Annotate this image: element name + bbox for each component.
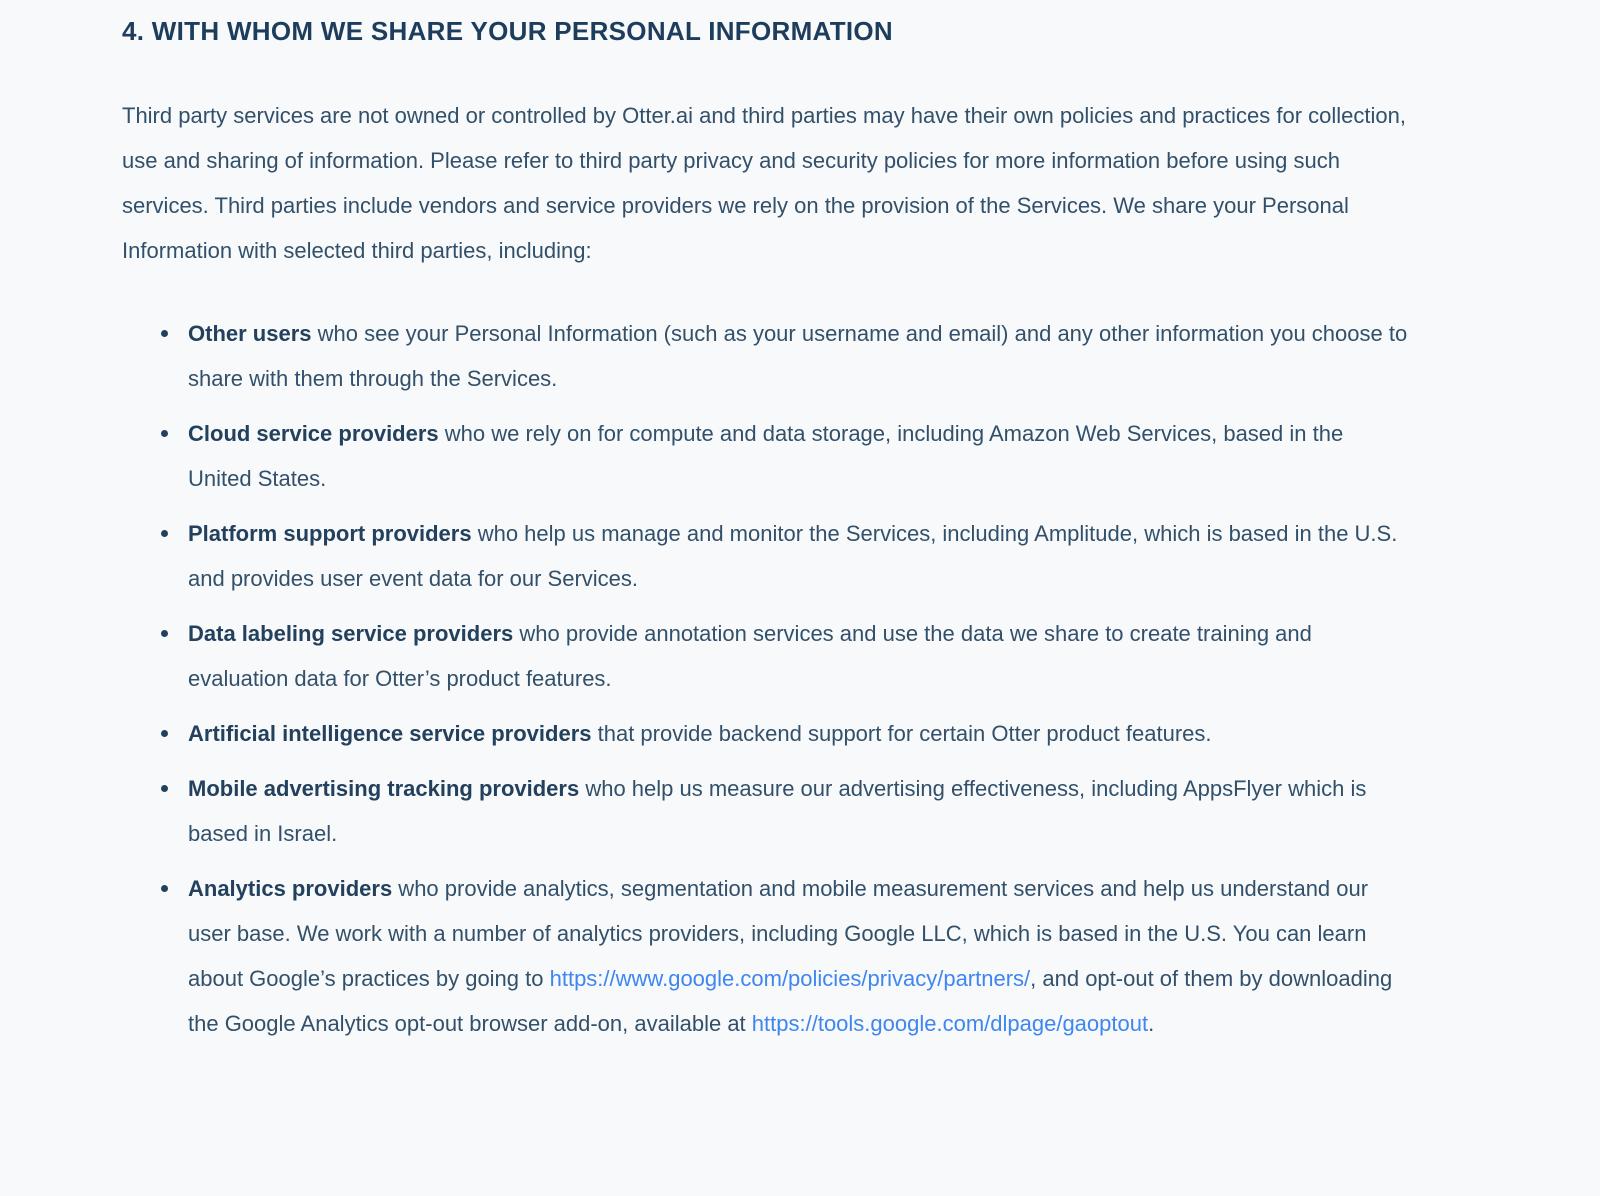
list-item-text: who provide analytics, segmentation and mobile measurement services and help us understand our user base. We work with a number of analytics providers, including Google LLC, which is based in the U.S. You can learn about Google’s practices by going to — [188, 876, 1369, 991]
list-item-text: who help us measure our advertising effectiveness, including AppsFlyer which is based in Israel. — [188, 776, 1367, 846]
list-item-text: who help us manage and monitor the Services, including Amplitude, which is based in the U.S. and provides user event data for our Services. — [188, 521, 1398, 591]
list-item-other-users — [122, 311, 1408, 401]
google-analytics-optout-link[interactable]: https://tools.google.com/dlpage/gaoptout — [751, 1011, 1149, 1036]
list-item-lead: Platform support providers — [188, 521, 472, 546]
list-item-platform-support-providers — [122, 511, 1408, 601]
list-item-ai-service-providers — [122, 711, 1408, 756]
section-heading: 4. WITH WHOM WE SHARE YOUR PERSONAL INFORMATION — [122, 16, 893, 46]
google-privacy-partners-link[interactable]: https://www.google.com/policies/privacy/partners/ — [549, 966, 1031, 991]
list-item-lead: Data labeling service providers — [188, 621, 514, 646]
list-item-text: , and opt-out of them by downloading the Google Analytics opt-out browser add-on, available at — [188, 966, 1393, 1036]
list-item-cloud-service-providers — [122, 411, 1408, 501]
list-item-data-labeling-service-providers — [122, 611, 1408, 701]
list-item-text: who provide annotation services and use the data we share to create training and evaluation data for Otter’s product features. — [188, 621, 1312, 691]
list-item-text: that provide backend support for certain Otter product features. — [591, 721, 1212, 746]
list-item-lead: Artificial intelligence service providers — [188, 721, 592, 746]
list-item-lead: Cloud service providers — [188, 421, 439, 446]
list-item-lead: Analytics providers — [188, 876, 393, 901]
privacy-policy-section — [122, 0, 1408, 1046]
list-item-mobile-advertising-tracking-providers — [122, 766, 1408, 856]
list-item-lead: Other users — [188, 321, 312, 346]
third-parties-list — [122, 311, 1408, 1046]
list-item-lead: Mobile advertising tracking providers — [188, 776, 580, 801]
section-intro: Third party services are not owned or controlled by Otter.ai and third parties may have their own policies and practices for collection, use and sharing of information. Please refer to third party privacy and security policies for more information before using such services. Third parties include vendors and service providers we rely on the provision of the Services. We share your Personal Information with selected third parties, including: — [122, 103, 1406, 263]
list-item-text: . — [1148, 1011, 1155, 1036]
list-item-text: who we rely on for compute and data storage, including Amazon Web Services, based in the United States. — [188, 421, 1344, 491]
list-item-text: who see your Personal Information (such as your username and email) and any other information you choose to share with them through the Services. — [188, 321, 1408, 391]
list-item-analytics-providers — [122, 866, 1408, 1046]
